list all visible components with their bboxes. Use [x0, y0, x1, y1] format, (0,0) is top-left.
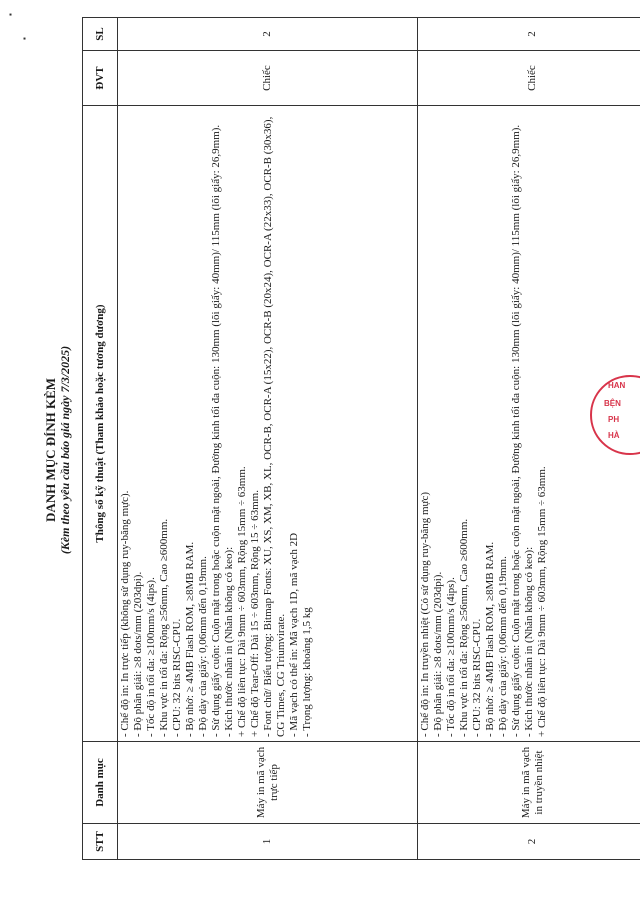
spec-line: - Độ dày của giấy: 0,06mm đến 0,19mm. — [497, 556, 509, 737]
spec-line: - Sử dụng giấy cuộn: Cuộn mặt trong hoặc cuộn mặt ngoài, Đường kính tối đa cuộn: 130mm (lõi giấy: 40mm)/ 115mm (lõi giấy: 26,9mm). — [510, 124, 522, 737]
spec-line: + Chế độ Tear-Off: Dài 15 ÷ 603mm, Rộng 15 ÷ 63mm. — [249, 490, 261, 737]
spec-line: - Chế độ in: In trực tiếp (không sử dụng ruy-băng mực). — [119, 490, 131, 737]
stamp-text: HÀ — [608, 431, 620, 440]
spec-line: + Chế độ liên tục: Dài 9mm ÷ 603mm, Rộng 15mm ÷ 63mm. — [536, 466, 548, 737]
document-subtitle: (Kèm theo yêu cầu báo giá ngày 7/3/2025) — [58, 345, 72, 555]
spec-line: - Độ dày của giấy: 0,06mm đến 0,19mm. — [197, 556, 209, 737]
row-danh-muc: Máy in mã vạch trực tiếp — [118, 742, 418, 824]
header-stt: STT — [83, 824, 118, 860]
row-specs — [118, 106, 418, 742]
spec-line: - Khu vực in tối đa: Rộng ≥56mm, Cao ≥600mm. — [458, 518, 470, 737]
spec-line: - Mã vạch có thể in: Mã vạch 1D, mã vạch 2D — [288, 532, 300, 737]
spec-line: + Chế độ liên tục: Dài 9mm ÷ 603mm, Rộng 15mm ÷ 63mm. — [236, 466, 248, 737]
spec-line: - Kích thước nhãn in (Nhãn không có keo): — [523, 546, 535, 737]
table-row — [118, 18, 418, 860]
spec-line: - Trọng lượng: khoảng 1,5 kg — [301, 607, 313, 737]
stamp-text: BỆN — [604, 399, 621, 408]
header-danh-muc: Danh mục — [83, 742, 118, 824]
header-dvt: ĐVT — [83, 51, 118, 106]
spec-line: - Sử dụng giấy cuộn: Cuộn mặt trong hoặc cuộn mặt ngoài, Đường kính tối đa cuộn: 130mm (lõi giấy: 40mm)/ 115mm (lõi giấy: 26,9mm). — [210, 124, 222, 737]
spec-line: - Độ phân giải: ≥8 dots/mm (203dpi). — [432, 571, 444, 737]
spec-line: - Tốc độ in tối đa: ≥100mm/s (4ips). — [445, 577, 457, 737]
spec-line: - CPU: 32 bits RISC-CPU. — [471, 618, 483, 737]
equipment-table — [82, 17, 640, 860]
scan-mark: ▪ — [6, 13, 15, 16]
spec-line: - Bộ nhớ: ≥ 4MB Flash ROM, ≥8MB RAM. — [484, 541, 496, 737]
spec-line: - CPU: 32 bits RISC-CPU. — [171, 618, 183, 737]
spec-line: - Tốc độ in tối đa: ≥100mm/s (4ips). — [145, 577, 157, 737]
spec-line: - Khu vực in tối đa: Rộng ≥56mm, Cao ≥600mm. — [158, 518, 170, 737]
table-header-row — [83, 18, 118, 860]
header-sl: SL — [83, 18, 118, 51]
scan-mark: ▪ — [20, 37, 29, 40]
row-stt: 1 — [118, 824, 418, 860]
document-title: DANH MỤC ĐÍNH KÈM — [43, 377, 58, 523]
row-dvt: Chiếc — [118, 51, 418, 106]
stamp-text: HAN — [608, 381, 626, 390]
row-sl: 2 — [418, 18, 640, 51]
row-sl: 2 — [118, 18, 418, 51]
spec-line: - Chế độ in: In truyền nhiệt (Có sử dụng ruy-băng mực) — [419, 491, 431, 737]
row-stt: 2 — [418, 824, 640, 860]
row-danh-muc: Máy in mã vạch in truyền nhiệt — [418, 742, 640, 824]
spec-line: - Độ phân giải: ≥8 dots/mm (203dpi). — [132, 571, 144, 737]
spec-line: - Kích thước nhãn in (Nhãn không có keo): — [223, 546, 235, 737]
header-thong-so: Thông số kỹ thuật (Tham khảo hoặc tương đương) — [83, 106, 118, 742]
spec-line: - Bộ nhớ: ≥ 4MB Flash ROM, ≥8MB RAM. — [184, 541, 196, 737]
row-dvt: Chiếc — [418, 51, 640, 106]
stamp-text: PH — [608, 415, 620, 424]
spec-line: - Font chữ/ Biểu tượng: Bitmap Fonts: XU, XS, XM, XB, XL, OCR-B, OCR-A (15x22), OCR-B (20x24), OCR-A (22x33), OCR-B (30x36), CG Times, CG Triumvirate. — [262, 116, 287, 737]
document-heading — [44, 0, 72, 900]
